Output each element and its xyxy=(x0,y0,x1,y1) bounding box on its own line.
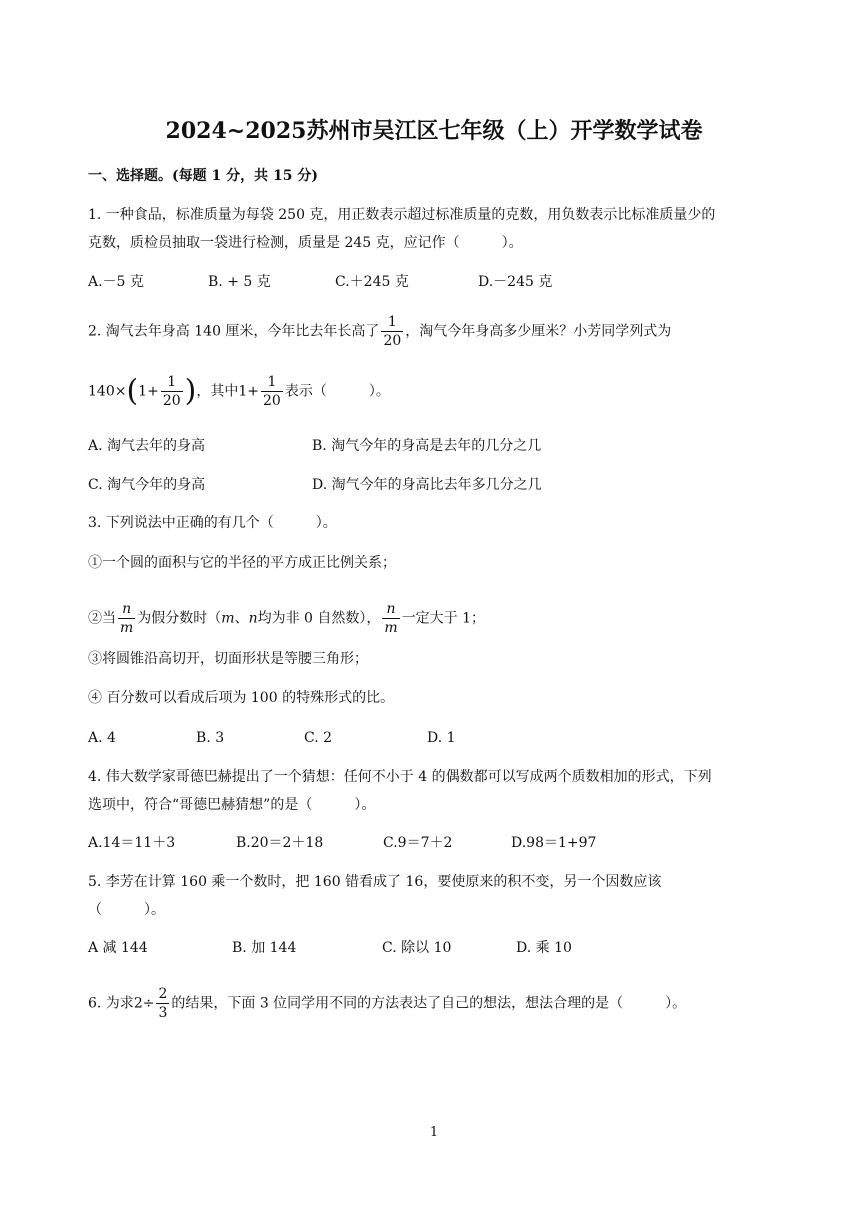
q3-option-b: B. 3 xyxy=(196,730,225,746)
q6-line xyxy=(88,985,686,1022)
page-title: 2024~2025苏州市吴江区七年级（上）开学数学试卷 xyxy=(165,118,703,144)
fraction-numerator: 1 xyxy=(387,314,397,330)
q5-line2: （ ）。 xyxy=(88,902,165,918)
q6-fraction xyxy=(156,985,169,1022)
q2-expr-one: 1+ xyxy=(138,383,159,400)
q4-line1: 4. 伟大数学家哥德巴赫提出了一个猜想：任何不小于 4 的偶数都可以写成两个质数相加的形式，下列 xyxy=(88,769,712,785)
fraction-denominator: 3 xyxy=(158,1005,168,1021)
q2-line2 xyxy=(88,373,390,410)
q4-option-c: C.9＝7＋2 xyxy=(383,835,453,851)
fraction-numerator: 1 xyxy=(267,374,277,390)
q6-expr: 2÷ xyxy=(133,995,155,1012)
open-paren: ( xyxy=(126,373,139,409)
q5-option-b: B. 加 144 xyxy=(232,940,297,956)
q3-option-d: D. 1 xyxy=(427,730,456,746)
q3-s2-end: 一定大于 1； xyxy=(401,610,486,627)
q1-option-b: B. + 5 克 xyxy=(208,274,271,290)
q2-text-b: ，淘气今年身高多少厘米？小芳同学列式为 xyxy=(405,323,672,340)
q6-prefix: 6. 为求 xyxy=(88,995,134,1012)
q5-option-a: A 减 144 xyxy=(88,940,148,956)
q3-statement-4: ④ 百分数可以看成后项为 100 的特殊形式的比。 xyxy=(88,690,395,706)
q2-expr-a: 140× xyxy=(88,383,127,400)
fraction-denominator: 20 xyxy=(383,333,402,349)
q3-option-c: C. 2 xyxy=(304,730,333,746)
q3-statement-2 xyxy=(88,600,485,637)
q2-text-a: 2. 淘气去年身高 140 厘米，今年比去年长高了 xyxy=(88,323,380,340)
q2-option-b: B. 淘气今年的身高是去年的几分之几 xyxy=(312,438,542,454)
q2-fraction-3 xyxy=(261,373,283,410)
q5-option-d: D. 乘 10 xyxy=(516,940,572,956)
q2-line1 xyxy=(88,313,671,350)
fraction-numerator: n xyxy=(386,601,396,617)
q2-fraction xyxy=(381,313,403,350)
q5-option-c: C. 除以 10 xyxy=(382,940,452,956)
section-heading: 一、选择题。(每题 1 分，共 15 分) xyxy=(88,168,318,184)
fraction-numerator: n xyxy=(122,601,132,617)
q6-suffix: 的结果，下面 3 位同学用不同的方法表达了自己的想法，想法合理的是（ ）。 xyxy=(171,995,687,1012)
q1-line1: 1. 一种食品，标准质量为每袋 250 克，用正数表示超过标准质量的克数，用负数表示比标准质量少的 xyxy=(88,207,716,223)
q3-s2-cond: 均为非 0 自然数）， xyxy=(257,610,381,627)
q4-line2: 选项中，符合“哥德巴赫猜想”的是（ ）。 xyxy=(88,797,376,813)
q1-option-c: C.＋245 克 xyxy=(335,274,409,290)
q3-s2-prefix: ②当 xyxy=(88,610,116,627)
q1-line2: 克数，质检员抽取一袋进行检测，质量是 245 克，应记作（ ）。 xyxy=(88,235,523,251)
q5-line1: 5. 李芳在计算 160 乘一个数时，把 160 错看成了 16，要使原来的积不变，另一个因数应该 xyxy=(88,874,662,890)
q2-mid: ，其中 xyxy=(196,383,239,400)
q2-option-d: D. 淘气今年的身高比去年多几分之几 xyxy=(312,477,542,493)
var-n: n xyxy=(248,610,258,627)
q1-option-a: A.－5 克 xyxy=(88,274,144,290)
q2-option-a: A. 淘气去年的身高 xyxy=(88,438,206,454)
var-m: m xyxy=(221,610,235,627)
fraction-denominator: 20 xyxy=(263,393,281,409)
q2-tail: 表示（ ）。 xyxy=(284,383,390,400)
q4-option-a: A.14＝11＋3 xyxy=(88,835,176,851)
q4-option-d: D.98＝1+97 xyxy=(511,835,597,851)
q2-option-c: C. 淘气今年的身高 xyxy=(88,477,206,493)
fraction-denominator: m xyxy=(384,620,398,636)
q4-option-b: B.20＝2＋18 xyxy=(236,835,324,851)
q1-option-d: D.－245 克 xyxy=(478,274,553,290)
fraction-denominator: 20 xyxy=(162,393,181,409)
page-number: 1 xyxy=(429,1125,439,1140)
fraction-numerator: 2 xyxy=(158,986,168,1002)
q3-option-a: A. 4 xyxy=(88,730,116,746)
q3-stem: 3. 下列说法中正确的有几个（ ）。 xyxy=(88,515,337,531)
q2-expr-b: 1+ xyxy=(238,383,259,400)
fraction-numerator: 1 xyxy=(167,374,177,390)
q3-fraction xyxy=(118,600,135,637)
q3-statement-3: ③将圆锥沿高切开，切面形状是等腰三角形； xyxy=(88,651,368,667)
q2-fraction-2 xyxy=(161,373,183,410)
q3-statement-1: ①一个圆的面积与它的半径的平方成正比例关系； xyxy=(88,555,396,571)
q3-fraction-2 xyxy=(382,600,399,637)
close-paren: ) xyxy=(184,373,197,409)
separator: 、 xyxy=(234,610,249,627)
q3-s2-mid: 为假分数时（ xyxy=(137,610,222,627)
fraction-denominator: m xyxy=(120,620,134,636)
